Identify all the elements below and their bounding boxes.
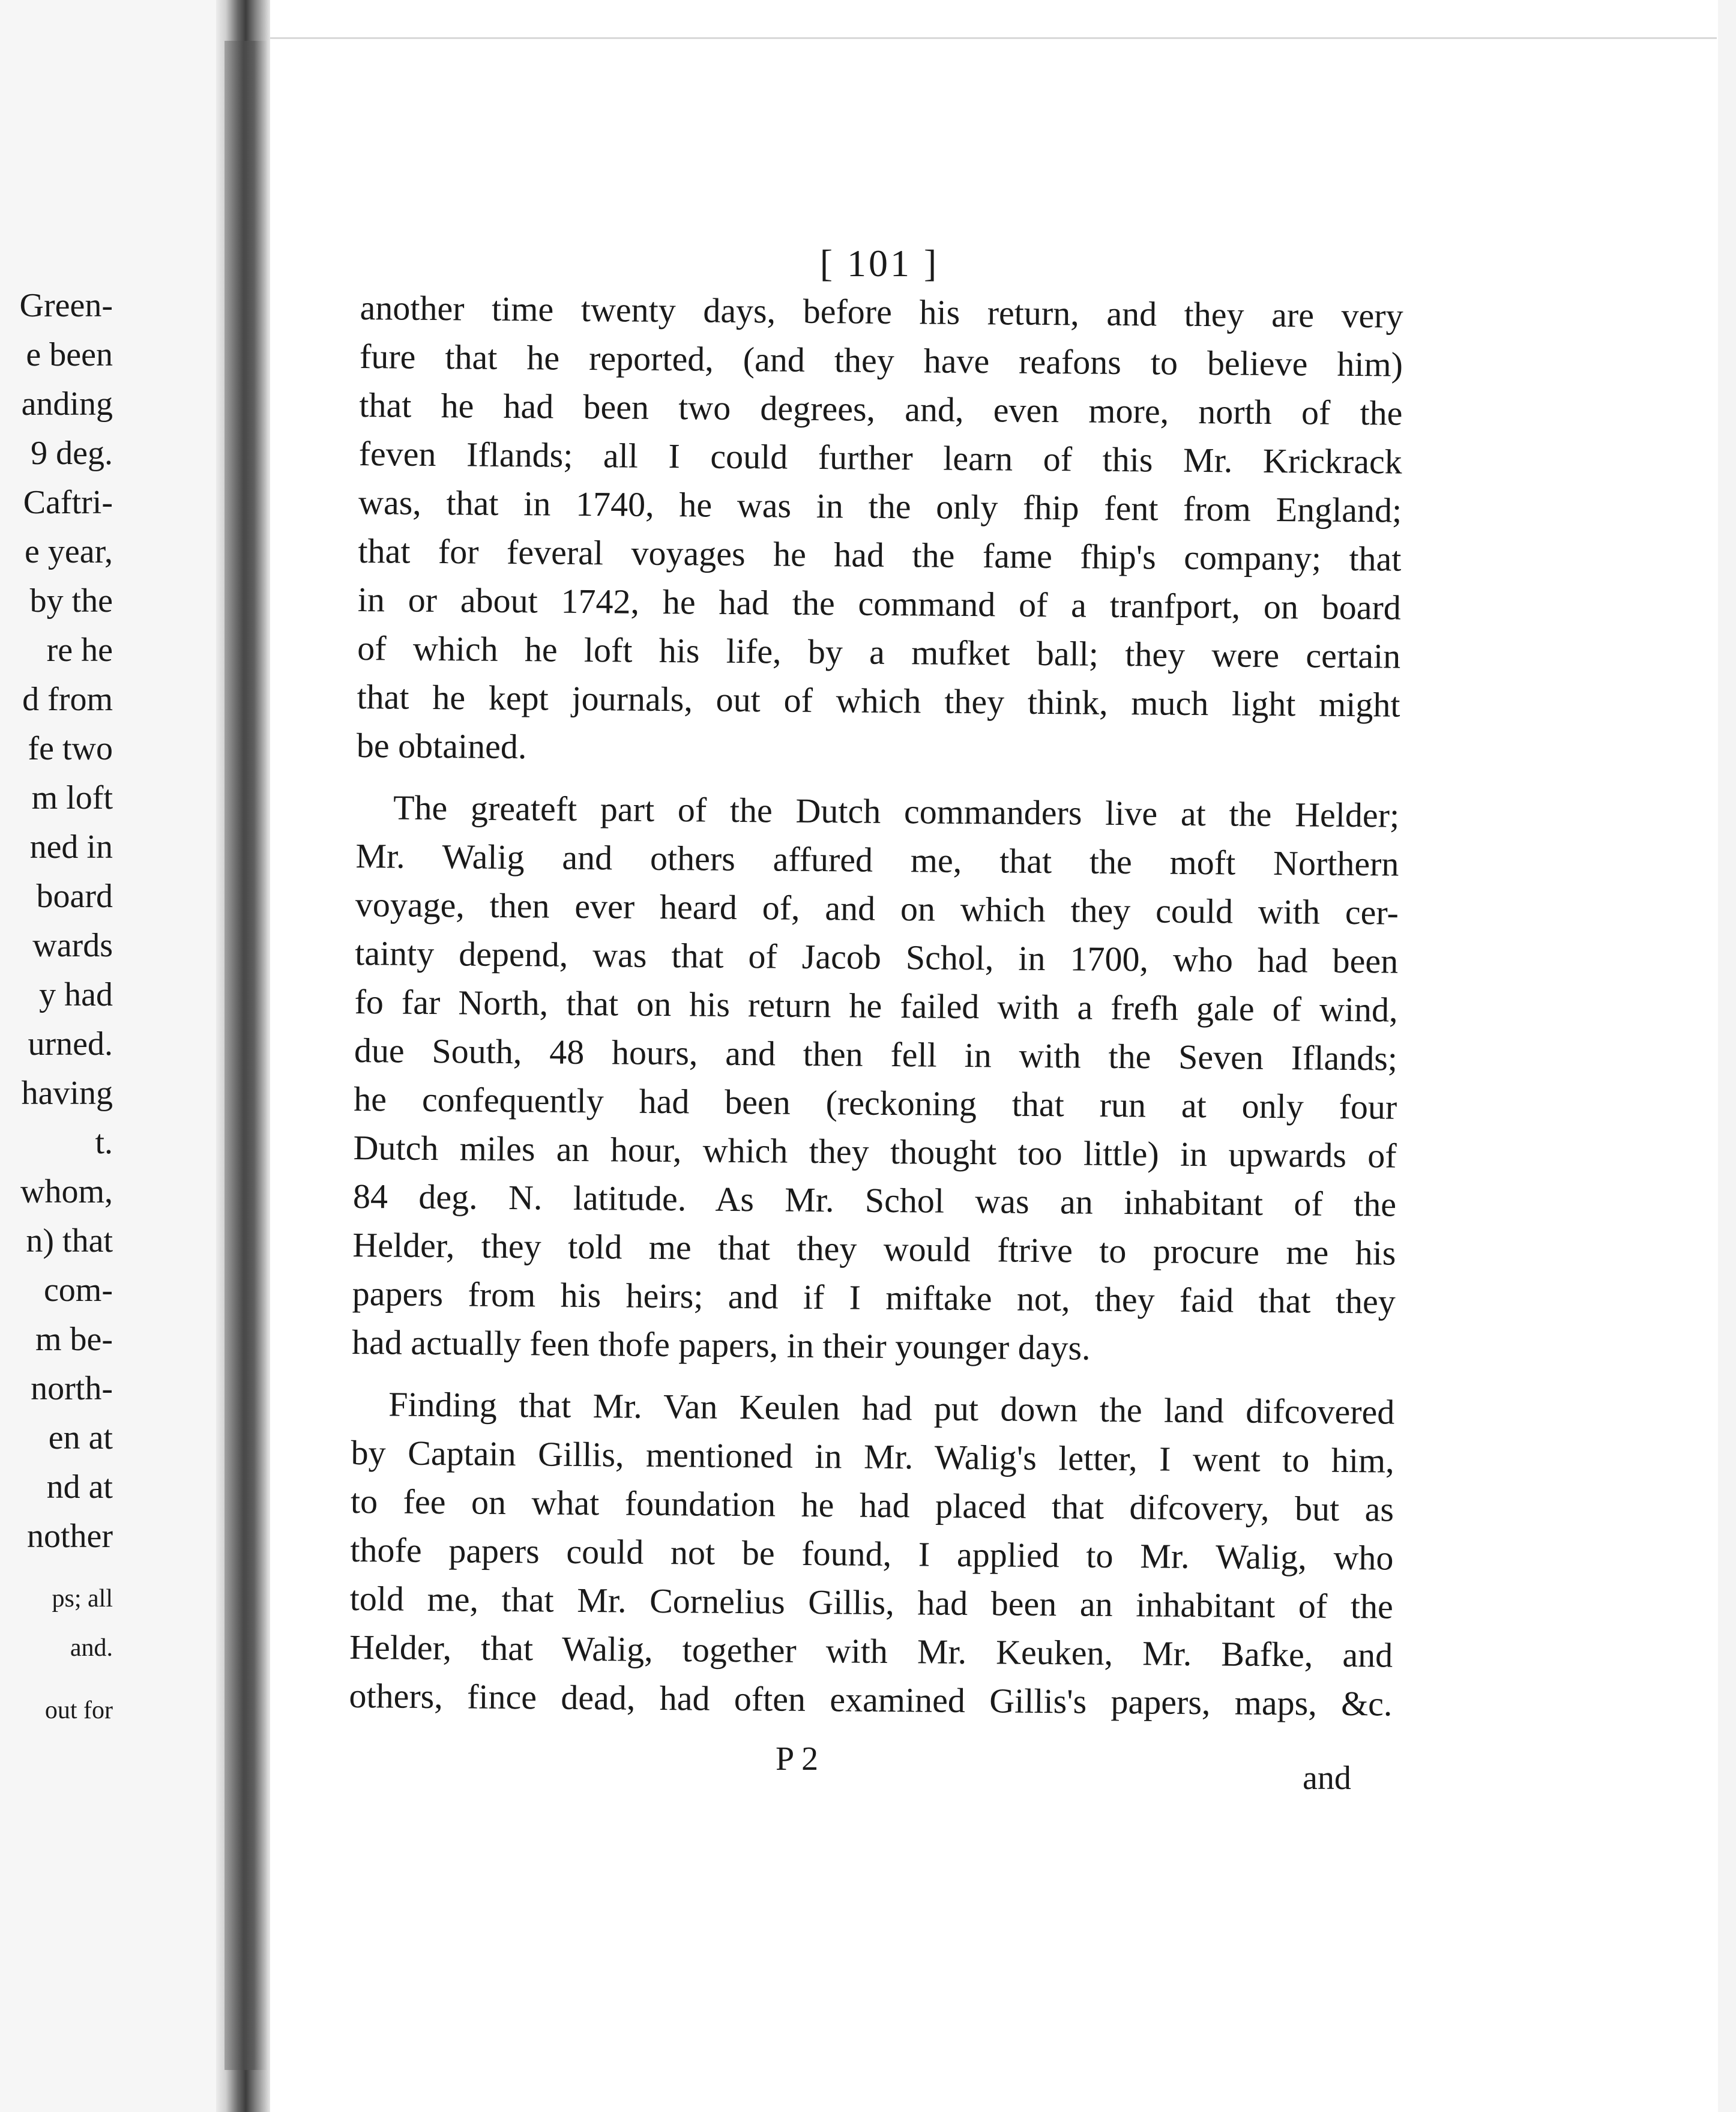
text-line: be obtained. [356,725,527,767]
facing-line: e year, [25,533,113,570]
text-line: Mr. Walig and others affured me, that the moft Northern [355,836,1399,884]
text-line: The greateft part of the Dutch commanders live at the Helder; [393,788,1400,835]
facing-line: m be- [35,1321,113,1358]
text-line: fure that he reported, (and they have reafons to believe him) [359,336,1403,384]
text-line: feven Iflands; all I could further learn of this Mr. Krickrack [358,433,1402,481]
page-body [349,283,1403,1728]
facing-line: e been [26,336,113,373]
facing-line: and. [70,1634,113,1662]
text-line: others, fince dead, had often examined Gillis's papers, maps, &c. [349,1676,1393,1724]
gutter-shadow [225,41,267,2070]
facing-line: out for [44,1697,113,1724]
text-line: due South, 48 hours, and then fell in with the Seven Iflands; [354,1030,1398,1078]
text-line: in or about 1742, he had the command of a tranfport, on board [357,579,1402,627]
text-line: Helder, that Walig, together with Mr. Keuken, Mr. Bafke, and [349,1627,1393,1675]
text-line: had actually feen thofe papers, in their younger days. [351,1322,1091,1368]
text-line: that for feveral voyages he had the fame fhip's company; that [358,531,1402,579]
page-edge [1718,0,1736,2112]
facing-line: fe two [28,730,113,767]
catchword: and [1303,1760,1351,1797]
text-line: Finding that Mr. Van Keulen had put down the land difcovered [388,1384,1395,1432]
facing-line: t. [95,1124,113,1161]
text-line: 84 deg. N. latitude. As Mr. Schol was an inhabitant of the [352,1176,1397,1224]
facing-line: en at [48,1419,113,1456]
text-line: by Captain Gillis, mentioned in Mr. Walig's letter, I went to him, [351,1432,1394,1480]
facing-line: re he [46,632,113,669]
text-line: was, that in 1740, he was in the only fhip fent from England; [358,482,1402,530]
facing-line: nother [26,1518,113,1555]
facing-line: d from [22,681,113,718]
facing-line: n) that [26,1222,113,1260]
facing-line: Green- [19,287,113,324]
text-line: he confequently had been (reckoning that run at only four [354,1079,1397,1127]
text-line: that he had been two degrees, and, even more, north of the [359,385,1403,433]
facing-line: urned. [28,1025,113,1063]
facing-line: Caftri- [23,484,113,521]
facing-line: nd at [46,1468,113,1506]
text-line: of which he loft his life, by a mufket ball; they were certain [357,628,1401,676]
facing-line: north- [31,1370,113,1407]
text-line: told me, that Mr. Cornelius Gillis, had been an inhabitant of the [349,1578,1393,1626]
facing-line: whom, [20,1173,113,1210]
text-line: that he kept journals, out of which they think, much light might [357,677,1400,725]
facing-line: m loft [31,779,113,816]
facing-line: ned in [29,828,113,866]
page-number: [ 101 ] [819,242,939,285]
facing-line: com- [43,1272,113,1309]
text-line: to fee on what foundation he had placed that difcovery, but as [350,1481,1394,1529]
facing-line: board [36,878,113,915]
facing-line: having [21,1075,113,1112]
facing-page [0,0,216,2112]
text-line: papers from his heirs; and if I miftake not, they faid that they [352,1273,1396,1321]
text-line: voyage, then ever heard of, and on which they could with cer- [355,884,1399,932]
facing-page-text [0,281,216,1735]
facing-line: y had [39,976,113,1013]
text-line: thofe papers could not be found, I applied to Mr. Walig, who [350,1530,1394,1578]
facing-line: by the [29,582,113,620]
text-line: Helder, they told me that they would ftrive to procure me his [352,1225,1396,1273]
facing-line: wards [32,927,113,964]
facing-line: ps; all [52,1585,113,1613]
signature-mark: P 2 [776,1740,819,1778]
text-line: tainty depend, was that of Jacob Schol, in 1700, who had been [354,933,1399,981]
text-line: fo far North, that on his return he failed with a frefh gale of wind, [354,982,1398,1030]
text-line: Dutch miles an hour, which they thought too little) in upwards of [353,1127,1397,1175]
facing-line: anding [21,385,113,423]
facing-line: 9 deg. [31,435,113,472]
text-line: another time twenty days, before his return, and they are very [360,288,1403,336]
